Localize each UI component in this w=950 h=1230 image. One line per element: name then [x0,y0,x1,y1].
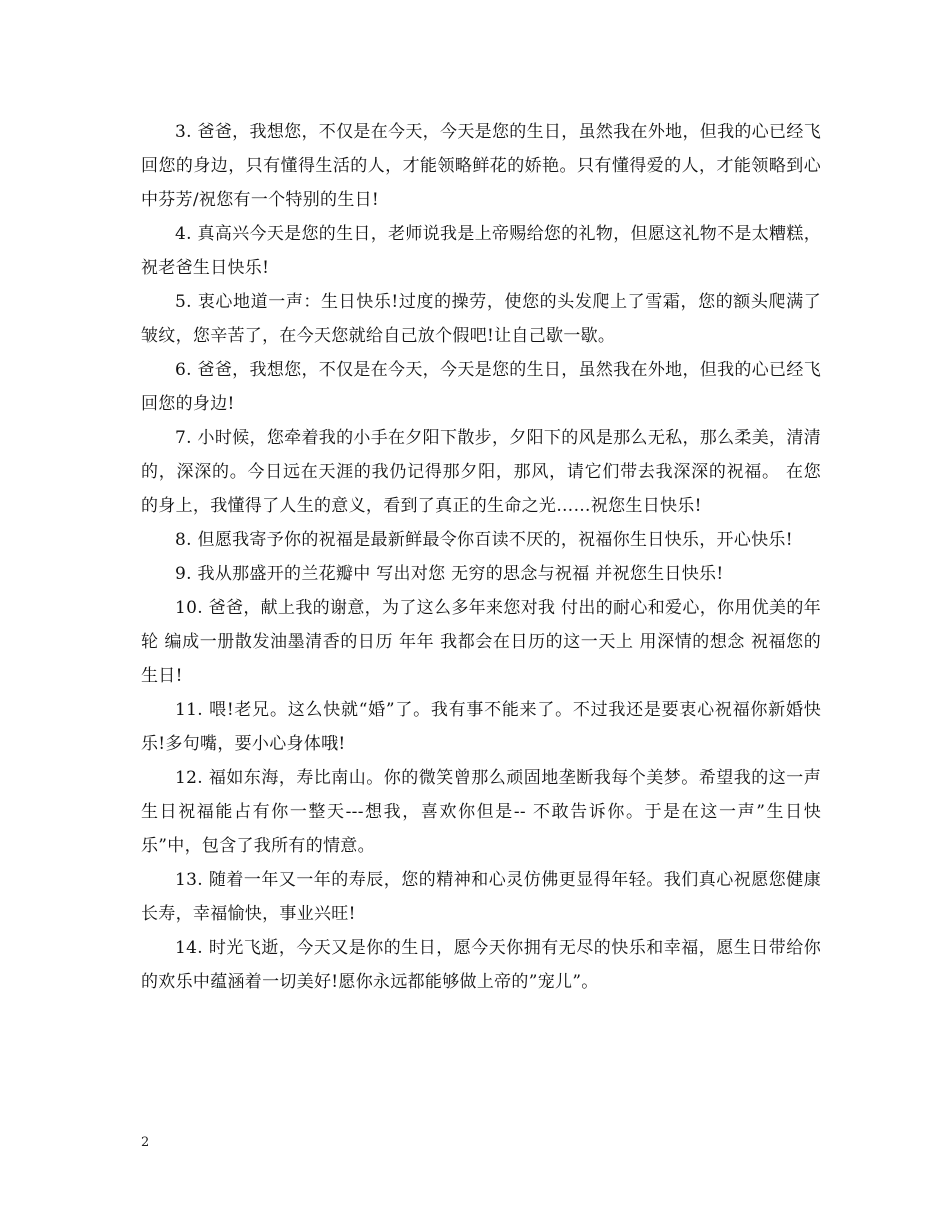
document-body [141,115,821,999]
paragraph-13: 13. 随着一年又一年的寿辰，您的精神和心灵仿佛更显得年轻。我们真心祝愿您健康长寿，幸福愉快，事业兴旺! [141,870,821,924]
paragraph-12: 12. 福如东海，寿比南山。你的微笑曾那么顽固地垄断我每个美梦。希望我的这一声生日祝福能占有你一整天---想我，喜欢你但是-- 不敢告诉你。于是在这一声”生日快乐”中，包含了我所有的情意。 [141,768,821,856]
paragraph-3: 3. 爸爸，我想您，不仅是在今天，今天是您的生日，虽然我在外地，但我的心已经飞回您的身边，只有懂得生活的人，才能领略鲜花的娇艳。只有懂得爱的人，才能领略到心中芬芳/祝您有一个特别的生日! [141,122,821,210]
paragraph-10: 10. 爸爸，献上我的谢意，为了这么多年来您对我 付出的耐心和爱心，你用优美的年轮 编成一册散发油墨清香的日历 年年 我都会在日历的这一天上 用深情的想念 祝福您的生日! [141,598,821,686]
paragraph-11: 11. 喂!老兄。这么快就“婚”了。我有事不能来了。不过我还是要衷心祝福你新婚快乐!多句嘴，要小心身体哦! [141,700,821,754]
paragraph-4: 4. 真高兴今天是您的生日，老师说我是上帝赐给您的礼物，但愿这礼物不是太糟糕，祝老爸生日快乐! [141,224,821,278]
paragraph-5: 5. 衷心地道一声：生日快乐!过度的操劳，使您的头发爬上了雪霜，您的额头爬满了皱纹，您辛苦了，在今天您就给自己放个假吧!让自己歇一歇。 [141,292,821,346]
paragraph-14: 14. 时光飞逝，今天又是你的生日，愿今天你拥有无尽的快乐和幸福，愿生日带给你的欢乐中蕴涵着一切美好!愿你永远都能够做上帝的”宠儿”。 [141,938,821,992]
paragraph-6: 6. 爸爸，我想您，不仅是在今天，今天是您的生日，虽然我在外地，但我的心已经飞回您的身边! [141,360,821,414]
page-number: 2 [141,1135,150,1150]
paragraph-9: 9. 我从那盛开的兰花瓣中 写出对您 无穷的思念与祝福 并祝您生日快乐! [175,564,724,584]
paragraph-7: 7. 小时候，您牵着我的小手在夕阳下散步，夕阳下的风是那么无私，那么柔美，清清的，深深的。今日远在天涯的我仍记得那夕阳，那风，请它们带去我深深的祝福。 在您的身上，我懂得了人生的意义，看到了真正的生命之光……祝您生日快乐! [141,428,821,516]
paragraph-8: 8. 但愿我寄予你的祝福是最新鲜最令你百读不厌的，祝福你生日快乐，开心快乐! [175,530,793,550]
